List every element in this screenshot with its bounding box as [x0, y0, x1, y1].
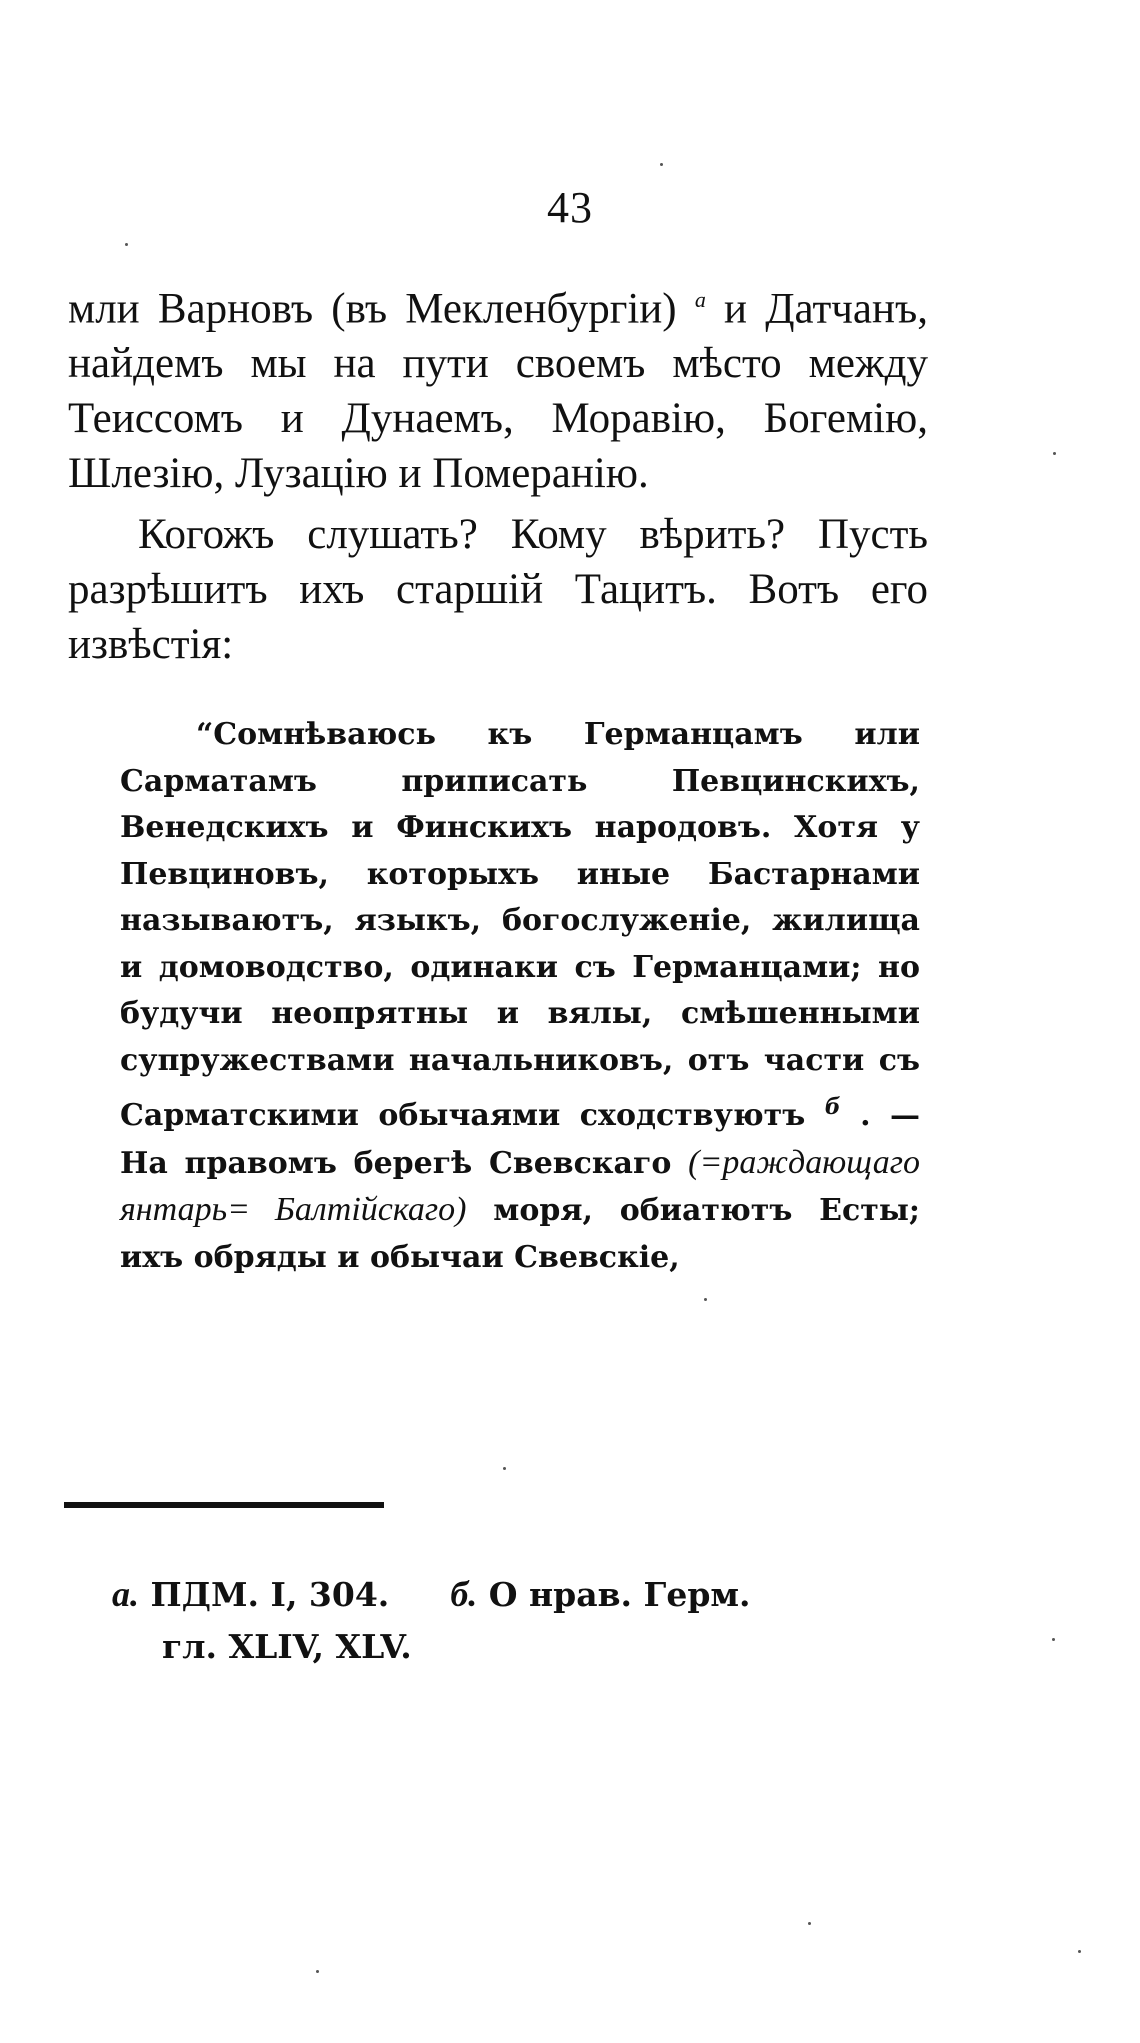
scan-speck — [503, 1467, 506, 1470]
footnote-rule — [64, 1502, 384, 1508]
tacitus-quote — [120, 712, 920, 1281]
scan-speck — [808, 1922, 811, 1925]
quote-italic-gloss: (=раждающаго янтарь= Балтійскаго) — [120, 1143, 920, 1228]
scan-speck — [125, 243, 128, 246]
footnote-line-2: гл. XLIV, XLV. — [162, 1627, 412, 1666]
scan-speck — [316, 1970, 319, 1973]
paragraph-1-rest: и Датчанъ, найдемъ мы на пути своемъ мѣсто между Теиссомъ и Дунаемъ, Моравію, Богемію, Шлезію, Лузацію и Померанію. — [68, 285, 928, 498]
page-number: 43 — [547, 183, 593, 232]
footnote-b-text: О нрав. Герм. — [488, 1575, 751, 1614]
scan-speck — [704, 1298, 707, 1301]
scan-speck — [1078, 1950, 1081, 1953]
paragraph-2: Когожъ слушать? Кому вѣрить? Пусть разрѣшитъ ихъ старшій Тацитъ. Вотъ его извѣстія: — [68, 511, 928, 669]
quote-part-2: . — На правомъ берегѣ Свевскаго — [120, 1098, 920, 1181]
footnote-line-1 — [112, 1568, 932, 1621]
footnote-ref-b: б — [824, 1094, 841, 1120]
scan-speck — [1052, 1638, 1055, 1641]
footnote-a-marker: а. — [112, 1574, 139, 1614]
quote-part-1: “Сомнѣваюсь къ Германцамъ или Сарматамъ приписать Певцинскихъ, Венедскихъ и Финскихъ народовъ. Хотя у Певциновъ, которыхъ иные Бастарнами называютъ, языкъ, богослуженіе, жилища и домоводство, одинаки съ Германцами; но будучи неопрятны и вялы, смѣшенными супружествами начальниковъ, отъ части съ Сарматскими обычаями сходствуютъ — [120, 717, 920, 1133]
quote-paragraph — [120, 712, 920, 1281]
paragraph-1-start: мли Варновъ (въ Мекленбургіи) — [68, 285, 677, 333]
footnote-a-text: ПДМ. I, 304. — [150, 1575, 390, 1614]
quote-part-3: моря, обиатютъ Есты; ихъ обряды и обычаи Свевскіе, — [120, 1193, 921, 1275]
paragraph-1 — [68, 272, 928, 501]
footnote-b-marker: б. — [450, 1574, 478, 1614]
scan-speck — [1053, 452, 1056, 455]
main-text — [68, 272, 928, 672]
footnotes — [112, 1568, 932, 1673]
footnote-ref-a: а — [694, 287, 706, 312]
scan-speck — [660, 163, 663, 166]
